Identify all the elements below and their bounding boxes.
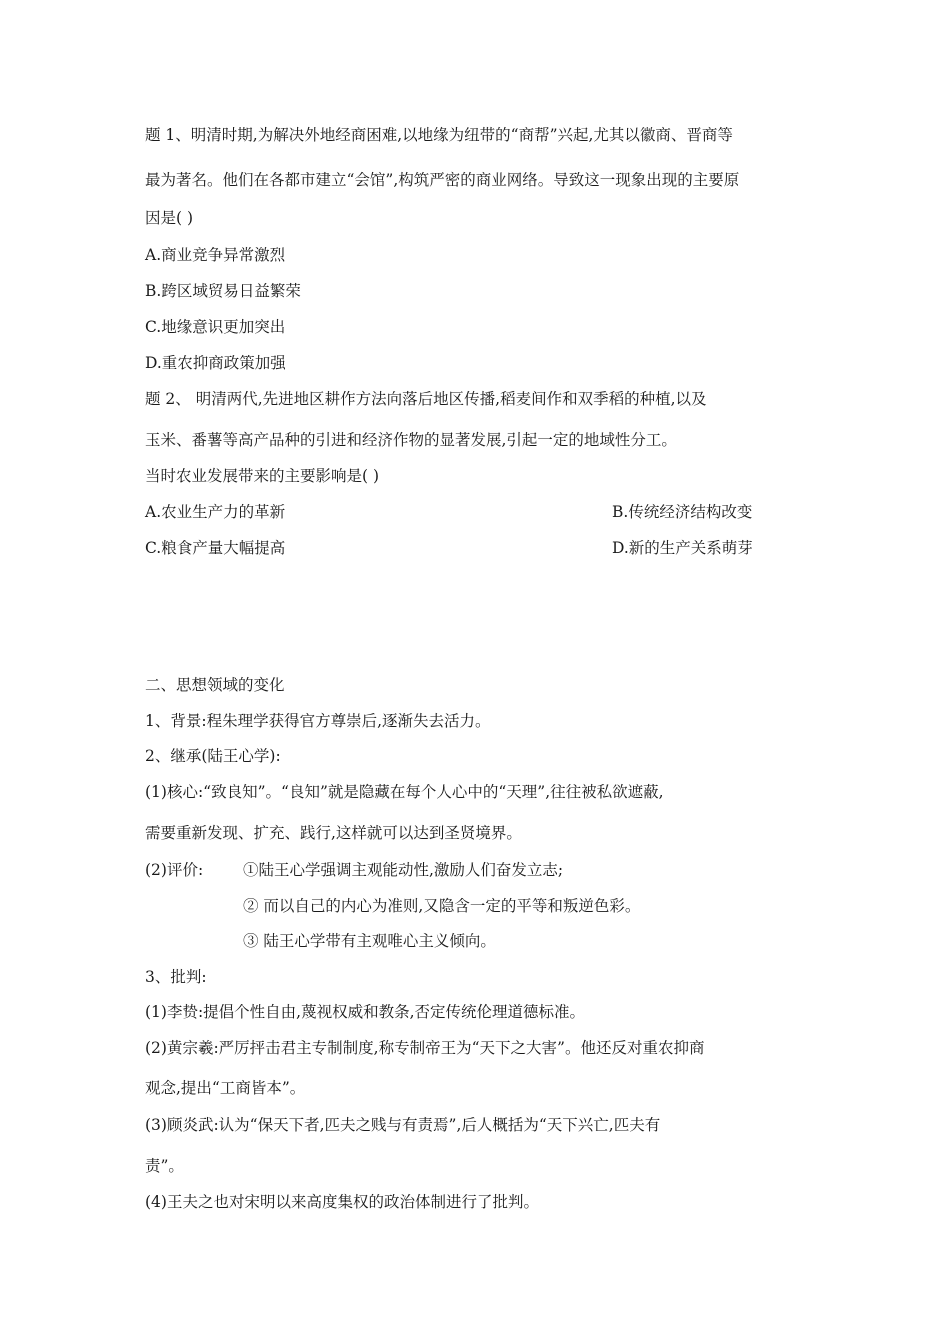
q2-stem-line3: 当时农业发展带来的主要影响是( ) (145, 467, 380, 485)
q1-stem-line3: 因是( ) (145, 209, 194, 227)
evaluation-point-1: ①陆王心学强调主观能动性,激励人们奋发立志; (243, 861, 564, 879)
inherit-heading: 2、继承(陆王心学): (145, 747, 281, 765)
q2-option-d: D.新的生产关系萌芽 (612, 539, 753, 557)
q1-stem-line2: 最为著名。他们在各都市建立“会馆”,构筑严密的商业网络。导致这一现象出现的主要原 (145, 171, 740, 189)
critique-heading: 3、批判: (145, 968, 207, 986)
q2-stem-line2: 玉米、番薯等高产品种的引进和经济作物的显著发展,引起一定的地域性分工。 (145, 431, 677, 449)
q2-option-c: C.粮食产量大幅提高 (145, 539, 286, 557)
q1-option-d: D.重农抑商政策加强 (145, 354, 286, 372)
critique-item-1: (1)李贽:提倡个性自由,蔑视权威和教条,否定传统伦理道德标准。 (145, 1003, 586, 1021)
q2-stem-line1: 题 2、 明清两代,先进地区耕作方法向落后地区传播,稻麦间作和双季稻的种植,以及 (145, 390, 707, 408)
q2-option-b: B.传统经济结构改变 (612, 503, 753, 521)
critique-item-2-line1: (2)黄宗羲:严厉抨击君主专制制度,称专制帝王为“天下之大害”。他还反对重农抑商 (145, 1039, 705, 1057)
evaluation-point-3: ③ 陆王心学带有主观唯心主义倾向。 (243, 932, 496, 950)
q1-option-c: C.地缘意识更加突出 (145, 318, 286, 336)
core-line1: (1)核心:“致良知”。“良知”就是隐藏在每个人心中的“天理”,往往被私欲遮蔽, (145, 783, 664, 801)
q1-stem-line1: 题 1、明清时期,为解决外地经商困难,以地缘为纽带的“商帮”兴起,尤其以徽商、晋商等 (145, 126, 733, 144)
evaluation-label: (2)评价: (145, 861, 204, 879)
q2-option-a: A.农业生产力的革新 (145, 503, 286, 521)
core-line2: 需要重新发现、扩充、践行,这样就可以达到圣贤境界。 (145, 824, 522, 842)
critique-item-4: (4)王夫之也对宋明以来高度集权的政治体制进行了批判。 (145, 1193, 539, 1211)
q1-option-b: B.跨区域贸易日益繁荣 (145, 282, 301, 300)
critique-item-2-line2: 观念,提出“工商皆本”。 (145, 1079, 306, 1097)
critique-item-3-line1: (3)顾炎武:认为“保天下者,匹夫之贱与有责焉”,后人概括为“天下兴亡,匹夫有 (145, 1116, 661, 1134)
section-heading: 二、思想领域的变化 (145, 676, 285, 694)
evaluation-point-2: ② 而以自己的内心为准则,又隐含一定的平等和叛逆色彩。 (243, 897, 641, 915)
critique-item-3-line2: 责”。 (145, 1157, 184, 1175)
background-line: 1、背景:程朱理学获得官方尊崇后,逐渐失去活力。 (145, 712, 491, 730)
q1-option-a: A.商业竞争异常激烈 (145, 246, 286, 264)
